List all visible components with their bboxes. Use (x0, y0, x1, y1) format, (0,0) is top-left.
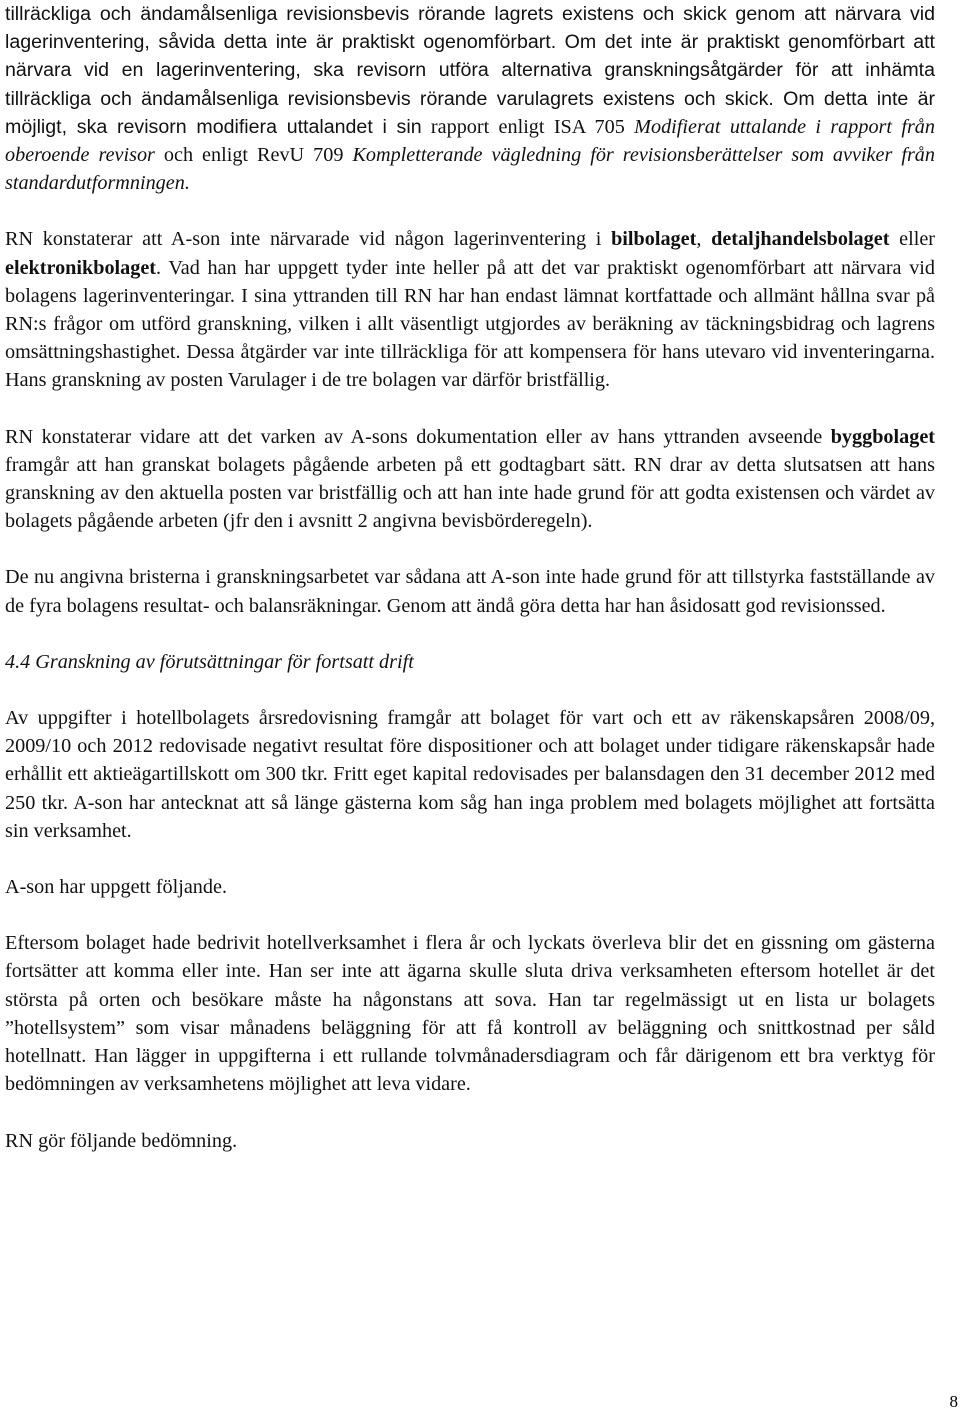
revu-709-title: Kompletterande vägledning för revisionsberättelser som avviker från standardutformningen. (5, 144, 935, 195)
paragraph-1 (5, 0, 935, 197)
bold-elektronikbolaget: elektronikbolaget (5, 256, 157, 279)
paragraph-3-text-2: framgår att han granskat bolagets pågående arbeten på ett godtagbart sätt. RN drar av detta slutsatsen att hans granskning av den aktuella posten var bristfällig och att han inte hade grund för att godta existensen och värdet av bolagets pågående arbeten (jfr den i avsnitt 2 angivna bevisbörderegeln). (5, 453, 935, 533)
paragraph-4: De nu angivna bristerna i granskningsarbetet var sådana att A-son inte hade grund för att tillstyrka fastställande av de fyra bolagens resultat- och balansräkningar. Genom att ändå göra detta har han åsidosatt god revisionssed. (5, 566, 935, 617)
paragraph-3-text: RN konstaterar vidare att det varken av A-sons dokumentation eller av hans yttranden avseende (5, 425, 831, 448)
paragraph-2-text: RN konstaterar att A-son inte närvarade vid någon lagerinventering i (5, 228, 612, 251)
page-number: 8 (949, 1392, 958, 1411)
comma: , (696, 228, 712, 251)
isa-705-title: Modifierat uttalande i rapport från oberoende revisor (5, 115, 935, 167)
bold-detaljhandelsbolaget: detaljhandelsbolaget (711, 228, 890, 251)
paragraph-6: A-son har uppgett följande. (5, 876, 228, 899)
paragraph-2-text-3: . Vad han har uppgett tyder inte heller på att det var praktiskt ogenomförbart att närvara vid bolagens lagerinventeringar. I sina yttranden till RN har han endast lämnat kortfattade och allmänt hållna svar på RN:s frågor om utförd granskning, vilken i allt väsentligt utgjordes av beräkning av täckningsbidrag och lagrens omsättningshastighet. Dessa åtgärder var inte tillräckliga för att kompensera för hans utevaro vid inventeringarna. Hans granskning av posten Varulager i de tre bolagen var därför bristfällig. (5, 256, 935, 392)
paragraph-2 (5, 225, 935, 394)
paragraph-5: Av uppgifter i hotellbolagets årsredovisning framgår att bolaget för vart och ett av räkenskapsåren 2008/09, 2009/10 och 2012 redovisade negativt resultat före dispositioner och att bolaget under tidigare räkenskapsår hade erhållit ett aktieägartillskott om 300 tkr. Fritt eget kapital redovisades per balansdagen den 31 december 2012 med 250 tkr. A-son har antecknat att så länge gästerna kom såg han inga problem med bolagets möjlighet att fortsätta sin verksamhet. (5, 707, 935, 842)
paragraph-2-text-2: eller (889, 228, 936, 251)
bold-byggbolaget: byggbolaget (830, 425, 935, 448)
section-heading: 4.4 Granskning av förutsättningar för fortsatt drift (5, 650, 414, 673)
paragraph-1-text-2: och enligt RevU 709 (154, 144, 353, 167)
paragraph-1-sans-text: tillräckliga och ändamålsenliga revisionsbevis rörande lagrets existens och skick genom att närvara vid lagerinventering, såvida detta inte är praktiskt ogenomförbart. Om det inte är praktiskt genomförbart att närvara vid en lagerinventering, ska revisorn utföra alternativa granskningsåtgärder för att inhämta tillräckliga och ändamålsenliga revisionsbevis rörande varulagrets existens och skick. Om detta inte är möjligt, ska revisorn modifiera uttalandet i sin (5, 3, 935, 138)
paragraph-3 (5, 423, 935, 536)
document-page (5, 0, 935, 1155)
bold-bilbolaget: bilbolaget (611, 228, 697, 251)
paragraph-7: Eftersom bolaget hade bedrivit hotellverksamhet i flera år och lyckats överleva blir det en gissning om gästerna fortsätter att komma eller inte. Han ser inte att ägarna skulle sluta driva verksamheten eftersom hotellet är det största på orten och besökare måste ha någonstans att sova. Han tar regelmässigt ut en lista ur bolagets ”hotellsystem” som visar månadens beläggning för att få kontroll av beläggning och snittkostnad per såld hotellnatt. Han lägger in uppgifterna i ett rullande tolvmånadersdiagram och får därigenom ett bra verktyg för bedömningen av verksamhetens möjlighet att leva vidare. (5, 932, 935, 1096)
paragraph-1-text: rapport enligt ISA 705 (421, 115, 635, 138)
paragraph-8: RN gör följande bedömning. (5, 1129, 238, 1152)
